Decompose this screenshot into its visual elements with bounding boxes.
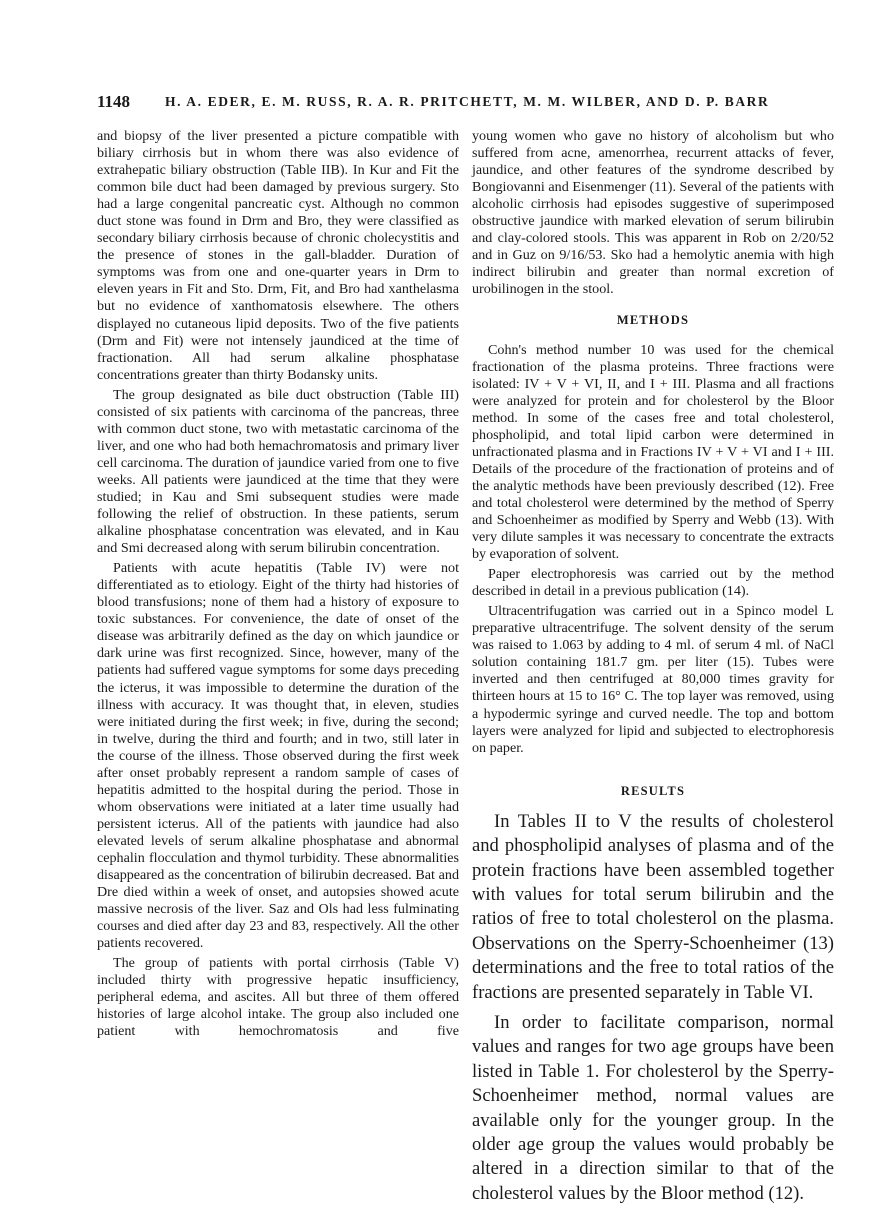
- section-heading-methods: METHODS: [616, 313, 690, 328]
- paragraph: and biopsy of the liver presented a picture compatible with biliary cirrhosis but in whom there was also evidence of extrahepatic biliary obstruction (Table IIB). In Kur and Fit the common bile duct had been damaged by previous surgery. Sto had a large congenital pancreatic cyst. Although no common duct stone was found in Drm and Bro, they were classified as secondary biliary cirrhosis because of chronic cholecystitis and the presence of stones in the gall-bladder. Duration of symptoms was from one and one-quarter years in Drm to eleven years in Fit and Sto. Drm, Fit, and Bro had xanthelasma but no evidence of xanthomatosis elsewhere. The others displayed no cutaneous lipid deposits. Two of the five patients (Drm and Fit) were not intensely jaundiced at the time of fractionation. All had serum alkaline phosphatase concentrations greater than thirty Bodansky units.: [97, 128, 459, 383]
- results-body: [472, 810, 834, 1207]
- paragraph: The group of patients with portal cirrhosis (Table V) included thirty with progressive hepatic insufficiency, peripheral edema, and ascites. All but three of them offered histories of large alcohol intake. The group also included one patient with hemochromatosis and five: [97, 955, 459, 1040]
- paragraph: The group designated as bile duct obstruction (Table III) consisted of six patients with carcinoma of the pancreas, three with common duct stone, two with metastatic carcinoma of the liver, and one who had both hemachromatosis and primary liver cell carcinoma. The duration of jaundice varied from one to five weeks. All patients were jaundiced at the time that they were studied; in Kau and Smi subsequent studies were made following the relief of obstruction. In these patients, serum alkaline phosphatase concentration was elevated, and in Kau and Smi decreased along with serum bilirubin concentration.: [97, 386, 459, 557]
- paragraph: Cohn's method number 10 was used for the chemical fractionation of the plasma proteins. Three fractions were isolated: IV + V + VI, II, and I + III. Plasma and all fractions were analyzed for protein and for cholesterol by the Bloor method. In some of the cases free and total cholesterol, phospholipid, and total lipid carbon were determined in unfractionated plasma and in Fractions IV + V + VI and I + III. Details of the procedure of the fractionation of proteins and of the analytic methods have been previously described (12). Free and total cholesterol were determined by the method of Sperry and Schoenheimer as modified by Sperry and Webb (13). With very dilute samples it was necessary to concentrate the extracts by evaporation of solvent.: [472, 341, 834, 563]
- section-heading-results: RESULTS: [620, 783, 686, 798]
- author-list: H. A. EDER, E. M. RUSS, R. A. R. PRITCHETT, M. M. WILBER, AND D. P. BARR: [165, 94, 770, 109]
- left-column: [97, 128, 459, 1040]
- paragraph: In order to facilitate comparison, normal values and ranges for two age groups have been listed in Table 1. For cholesterol by the Sperry-Schoenheimer method, normal values are available only for the younger group. In the older age group the values would probably be altered in a direction similar to that of the cholesterol values by the Bloor method (12).: [472, 1011, 834, 1204]
- paragraph: Patients with acute hepatitis (Table IV) were not differentiated as to etiology. Eight of the thirty had histories of blood transfusions; none of them had a history of exposure to toxic substances. For convenience, the date of onset of the disease was arbitrarily defined as the day on which jaundice or dark urine was first recognized. Since, however, many of the patients had suffered vague symptoms for some days preceding the icterus, it was impossible to determine the duration of the illness with accuracy. It was thought that, in eleven, studies were initiated during the first week; in five, during the second; in twelve, during the third and fourth; and in two, still later in the course of the illness. Those observed during the first week after onset probably represent a random sample of cases of hepatitis admitted to the hospital during the period. Those in whom observations were initiated at a later time usually had persistent icterus. All of the patients with jaundice had also elevated levels of serum alkaline phosphatase and abnormal cephalin flocculation and thymol turbidity. These abnormalities disappeared as the concentration of bilirubin decreased. Bat and Dre died within a week of onset, and autopsies showed acute massive necrosis of the liver. Saz and Ols had less fulminating courses and died after day 23 and 83, respectively. All the other patients recovered.: [97, 560, 459, 952]
- paragraph: Paper electrophoresis was carried out by the method described in detail in a previous publication (14).: [472, 566, 834, 600]
- right-column: [472, 128, 834, 1206]
- paragraph: In Tables II to V the results of cholesterol and phospholipid analyses of plasma and of the protein fractions have been assembled together with values for total serum bilirubin and the ratios of free to total cholesterol on the plasma. Observations on the Sperry-Schoenheimer (13) determinations and the free to total ratios of the fractions are presented separately in Table VI.: [472, 810, 834, 1003]
- running-header: [97, 92, 837, 114]
- paragraph: young women who gave no history of alcoholism but who suffered from acne, amenorrhea, recurrent attacks of fever, jaundice, and other features of the syndrome described by Bongiovanni and Eisenmenger (11). Several of the patients with alcoholic cirrhosis had episodes suggestive of superimposed obstructive jaundice with marked elevation of serum bilirubin and clay-colored stools. This was apparent in Rob on 2/20/52 and in Guz on 9/16/53. Sko had a hemolytic anemia with high indirect bilirubin and greater than normal excretion of urobilinogen in the stool.: [472, 128, 834, 298]
- paragraph: Ultracentrifugation was carried out in a Spinco model L preparative ultracentrifuge. The solvent density of the serum was raised to 1.063 by adding to 4 ml. of serum 4 ml. of NaCl solution containing 181.7 gm. per liter (15). Tubes were inverted and then centrifuged at 80,000 times gravity for thirteen hours at 15 to 16° C. The top layer was removed, using a hypodermic syringe and curved needle. The top and bottom layers were analyzed for lipid and subjected to electrophoresis on paper.: [472, 603, 834, 756]
- page-number: 1148: [97, 92, 131, 111]
